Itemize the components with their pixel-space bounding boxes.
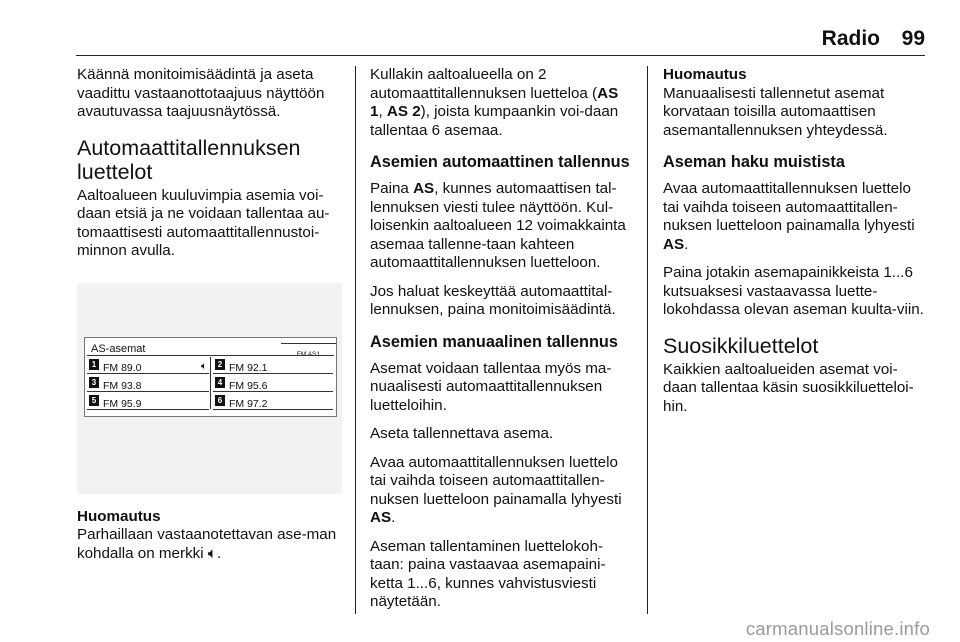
as-label: AS [413, 180, 435, 197]
section-heading: Asemien manuaalinen tallennus [370, 332, 618, 351]
text-run: Kullakin aaltoalueella on 2 automaattitallennuksen luetteloa ( [370, 66, 598, 102]
paragraph: Aseta tallennettava asema. [370, 425, 554, 442]
preset-number: 4 [215, 377, 225, 388]
column-2 [370, 66, 632, 622]
paragraph [663, 180, 931, 254]
panel-divider [87, 355, 334, 356]
paragraph: Jos haluat keskeyttää automaattital-lennuksen, paina monitoimisäädintä. [370, 282, 616, 318]
text-run: ), joista kumpaankin voi-daan tallentaa 6 asemaa. [370, 103, 619, 139]
as-label: AS [370, 509, 392, 526]
note-text: Manuaalisesti tallennetut asemat korvataan toisilla automaattisen asemantallennuksen yhteydessä. [663, 84, 888, 139]
preset-frequency: FM 89.0 [103, 361, 142, 374]
preset-number: 3 [89, 377, 99, 388]
as1-label: AS 1 [370, 84, 619, 120]
intro-paragraph: Käännä monitoimisäädintä ja aseta vaadittu vastaanottotaajuus näyttöön avautuvassa taajuusnäytössä. [77, 66, 325, 120]
panel-band-tag: FM AS1 [296, 350, 320, 358]
note [663, 66, 931, 140]
preset-column-divider [210, 357, 211, 409]
preset-button-5[interactable] [87, 393, 209, 410]
page-number: 99 [901, 27, 925, 50]
paragraph: Kaikkien aaltoalueiden asemat voi-daan tallentaa käsin suosikkiluetteloi-hin. [663, 360, 914, 415]
paragraph: Aseman tallentaminen luettelokoh-taan: paina vastaavaa asemapaini-ketta 1...6, kunnes vahvistusviesti näytetään. [370, 537, 606, 610]
section-heading: Automaattitallennuksen luettelot [77, 135, 301, 184]
column-3 [663, 66, 931, 426]
section-heading: Aseman haku muistista [663, 153, 845, 171]
preset-button-2[interactable] [213, 357, 333, 374]
note [77, 508, 342, 564]
text-run: , [378, 103, 387, 120]
watermark-text: carmanualsonline.info [745, 618, 930, 639]
preset-button-3[interactable] [87, 375, 209, 392]
column-1 [77, 66, 342, 573]
preset-button-6[interactable] [213, 393, 333, 410]
paragraph: Asemat voidaan tallentaa myös ma-nuaalisesti automaattitallennuksen luetteloihin. [370, 359, 612, 414]
page-header [0, 0, 960, 56]
as2-label: AS 2 [386, 103, 421, 120]
paragraph [370, 454, 632, 528]
preset-frequency: FM 95.6 [229, 379, 268, 392]
header-rule [76, 55, 925, 56]
preset-frequency: FM 95.9 [103, 397, 142, 410]
note-title: Huomautus [663, 66, 747, 83]
preset-number: 6 [215, 395, 225, 406]
preset-number: 2 [215, 359, 225, 370]
note-title: Huomautus [77, 507, 161, 525]
text-run: Paina [370, 180, 414, 197]
speaker-icon: 🔈︎ [201, 360, 207, 372]
text-run: . [391, 509, 396, 526]
preset-button-1[interactable] [87, 357, 209, 374]
page-section-title: Radio [821, 27, 880, 50]
as-label: AS [663, 235, 685, 253]
preset-frequency: FM 92.1 [229, 361, 268, 374]
panel-tag-line [281, 343, 336, 344]
text-run: . [684, 235, 689, 253]
section-heading: Suosikkiluettelot [663, 333, 819, 358]
preset-button-4[interactable] [213, 375, 333, 392]
column-divider [647, 66, 648, 614]
text-run: Avaa automaattitallennuksen luettelo tai vaihda toiseen automaattitallen-nuksen luetteloon painamalla lyhyesti [370, 453, 622, 508]
section-heading: Asemien automaattinen tallennus [370, 153, 630, 171]
paragraph: Paina jotakin asemapainikkeista 1...6 kutsuaksesi vastaavassa luette-lokohdassa olevan aseman kuulta-viin. [663, 264, 924, 318]
preset-number: 1 [89, 359, 99, 370]
as-stations-figure [77, 283, 342, 494]
paragraph [370, 180, 632, 273]
column-divider [355, 66, 356, 614]
preset-frequency: FM 97.2 [229, 397, 268, 410]
paragraph [370, 66, 632, 140]
as-stations-panel [84, 337, 337, 417]
text-run: Avaa automaattitallennuksen luettelo tai vaihda toiseen automaattitallen-nuksen luetteloon painamalla lyhyesti [663, 180, 915, 234]
text-run: , kunnes automaattisen tal-lennuksen viesti tulee näyttöön. Kul-loisenkin aaltoalueen 12 voimakkainta asemaa tallenne-taan kahteen automaattitallennuksen luetteloon. [370, 180, 626, 271]
panel-title: AS-asemat [91, 342, 146, 355]
preset-frequency: FM 93.8 [103, 379, 142, 392]
paragraph: Aaltoalueen kuuluvimpia asemia voi-daan etsiä ja ne voidaan tallentaa au-tomaattisesti automaattitallennustoi-minnon avulla. [77, 186, 330, 259]
preset-number: 5 [89, 395, 99, 406]
note-text: Parhaillaan vastaanotettavan ase-man kohdalla on merkki 🔈︎. [77, 526, 337, 562]
